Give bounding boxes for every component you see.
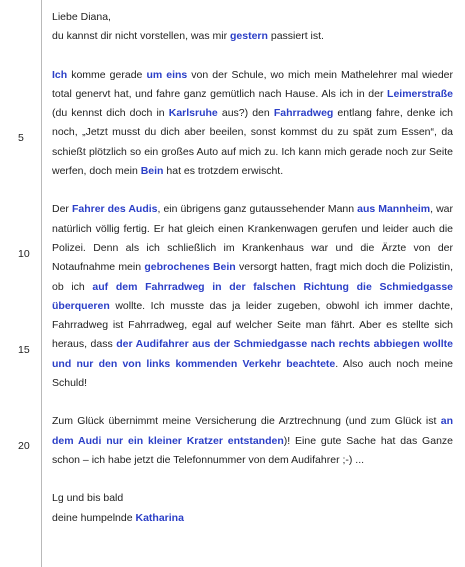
highlighted-phrase: Leimerstraße bbox=[387, 87, 453, 100]
line-number: 15 bbox=[18, 344, 30, 356]
line-number-gutter bbox=[0, 0, 40, 567]
margin-rule bbox=[41, 0, 42, 567]
highlighted-phrase: Fahrer des Audis bbox=[71, 203, 158, 216]
line-number: 20 bbox=[18, 440, 30, 452]
intro-line: du kannst dir nicht vorstellen, was mir gestern passiert ist. bbox=[52, 30, 324, 43]
highlighted-phrase: Fahrradweg bbox=[273, 107, 334, 120]
highlighted-phrase: der Audifahrer aus der Schmiedgasse nach rechts abbiegen wollte und nur den von links kommenden Verkehr beachtete bbox=[52, 338, 453, 370]
paragraph-driver: Der Fahrer des Audis, ein übrigens ganz gutaussehender Mann aus Mannheim, war natürlich völlig fertig. Er hat gleich einen Krankenwagen gerufen und leider auch die Polizei. Denn als ich schließlich im Krankenhaus war und die Ärzte von der Notaufnahme mein gebrochenes Bein versorgt hatten, fragt mich doch die Polizistin, ob ich auf dem Fahrradweg in der falschen Richtung die Schmiedgasse überqueren wollte. Ich musste das ja leider zugeben, obwohl ich immer dachte, Fahrradweg ist Fahrradweg, egal auf welcher Seite man fährt. Aber es stellte sich heraus, dass der Audifahrer aus der Schmiedgasse nach rechts abbiegen wollte und nur den von links kommenden Verkehr beachtete. Also auch noch meine Schuld! bbox=[52, 203, 454, 390]
highlighted-phrase: um eins bbox=[146, 68, 188, 81]
highlighted-phrase: gebrochenes Bein bbox=[144, 261, 236, 274]
highlighted-phrase: Karlsruhe bbox=[168, 107, 218, 120]
highlighted-phrase: Katharina bbox=[135, 511, 184, 524]
closing-greeting: Lg und bis bald bbox=[52, 492, 124, 505]
paragraph-insurance: Zum Glück übernimmt meine Versicherung die Arztrechnung (und zum Glück ist an dem Audi nur ein kleiner Kratzer entstanden)! Eine gute Sache hat das Ganze schon – ich habe jetzt die Telefonnummer von dem Audifahrer ;-) ... bbox=[52, 415, 453, 466]
highlighted-phrase: auf dem Fahrradweg in der falschen Richtung die Schmiedgasse überqueren bbox=[52, 280, 453, 312]
paragraph-accident: Ich komme gerade um eins von der Schule, wo mich mein Mathelehrer mal wieder total genervt hat, und fahre ganz gemütlich nach Hause. Als ich in der Leimerstraße (du kennst dich doch in Karlsruhe aus?) den Fahrradweg entlang fahre, denke ich noch, „Jetzt musst du dich aber beeilen, sonst kommst du zu spät zum Essen“, da schießt plötzlich so ein großes Auto auf mich zu. Ich kann mich gerade noch zur Seite werfen, doch mein Bein hat es trotzdem erwischt. bbox=[52, 68, 454, 178]
highlighted-phrase: Bein bbox=[140, 165, 164, 178]
salutation: Liebe Diana, bbox=[52, 11, 111, 23]
line-number: 5 bbox=[18, 132, 24, 144]
highlighted-phrase: aus Mannheim bbox=[357, 203, 431, 216]
line-number: 10 bbox=[18, 248, 30, 260]
closing-signature: deine humpelnde Katharina bbox=[52, 511, 184, 524]
highlighted-phrase: Ich bbox=[52, 68, 68, 81]
letter-body bbox=[52, 8, 453, 528]
highlighted-phrase: an dem Audi nur ein kleiner Kratzer entstanden bbox=[52, 415, 453, 447]
highlighted-phrase: gestern bbox=[230, 30, 268, 43]
